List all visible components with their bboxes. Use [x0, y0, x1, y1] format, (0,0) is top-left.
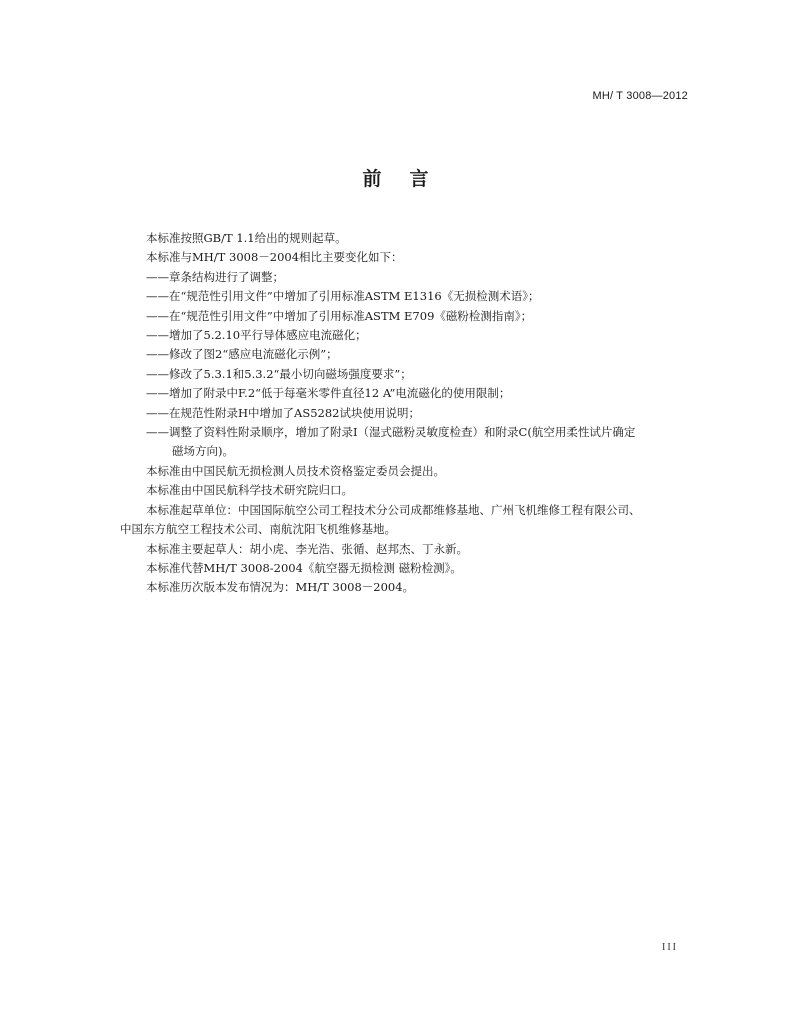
paragraph-proposed-by: 本标准由中国民航无损检测人员技术资格鉴定委员会提出。	[146, 463, 445, 478]
standard-code: MH/ T 3008—2012	[592, 90, 688, 102]
change-item-structure: ——章条结构进行了调整；	[146, 269, 284, 284]
paragraph-under-jurisdiction: 本标准由中国民航科学技术研究院归口。	[146, 483, 353, 498]
change-item-annex-order-line1: ——调整了资料性附录顺序，增加了附录I（湿式磁粉灵敏度检查）和附录C(航空用柔性试片确定	[146, 425, 636, 440]
paragraph-history: 本标准历次版本发布情况为：MH/T 3008－2004。	[146, 580, 415, 595]
change-item-f2: ——增加了附录中F.2“低于每毫米零件直径12 A”电流磁化的使用限制；	[146, 386, 511, 401]
change-item-5-3: ——修改了5.3.1和5.3.2“最小切向磁场强度要求”；	[146, 366, 412, 381]
change-item-e709: ——在“规范性引用文件”中增加了引用标准ASTM E709《磁粉检测指南》；	[146, 308, 533, 323]
change-item-5-2-10: ——增加了5.2.10平行导体感应电流磁化；	[146, 328, 367, 343]
paragraph-changes-intro: 本标准与MH/T 3008－2004相比主要变化如下：	[146, 250, 403, 265]
paragraph-replaces: 本标准代替MH/T 3008-2004《航空器无损检测 磁粉检测》。	[146, 560, 462, 575]
change-item-e1316: ——在“规范性引用文件”中增加了引用标准ASTM E1316《无损检测术语》；	[146, 289, 540, 304]
foreword-body	[120, 229, 695, 598]
change-item-annex-order	[120, 423, 695, 462]
paragraph-drafting-rule: 本标准按照GB/T 1.1给出的规则起草。	[146, 231, 347, 245]
page-number: III	[662, 942, 678, 953]
change-item-as5282: ——在规范性附录H中增加了AS5282试块使用说明；	[146, 405, 420, 420]
change-item-figure-2: ——修改了图2“感应电流磁化示例”；	[146, 347, 338, 362]
paragraph-main-drafters: 本标准主要起草人：胡小虎、李光浩、张循、赵邦杰、丁永新。	[146, 541, 468, 556]
paragraph-drafting-units-cont: 中国东方航空工程技术公司、南航沈阳飞机维修基地。	[120, 522, 396, 537]
paragraph-drafting-units: 本标准起草单位：中国国际航空公司工程技术分公司成都维修基地、广州飞机维修工程有限公司、	[146, 502, 641, 517]
page-title: 前言	[362, 168, 457, 190]
change-item-annex-order-line2: 磁场方向)。	[172, 444, 234, 459]
